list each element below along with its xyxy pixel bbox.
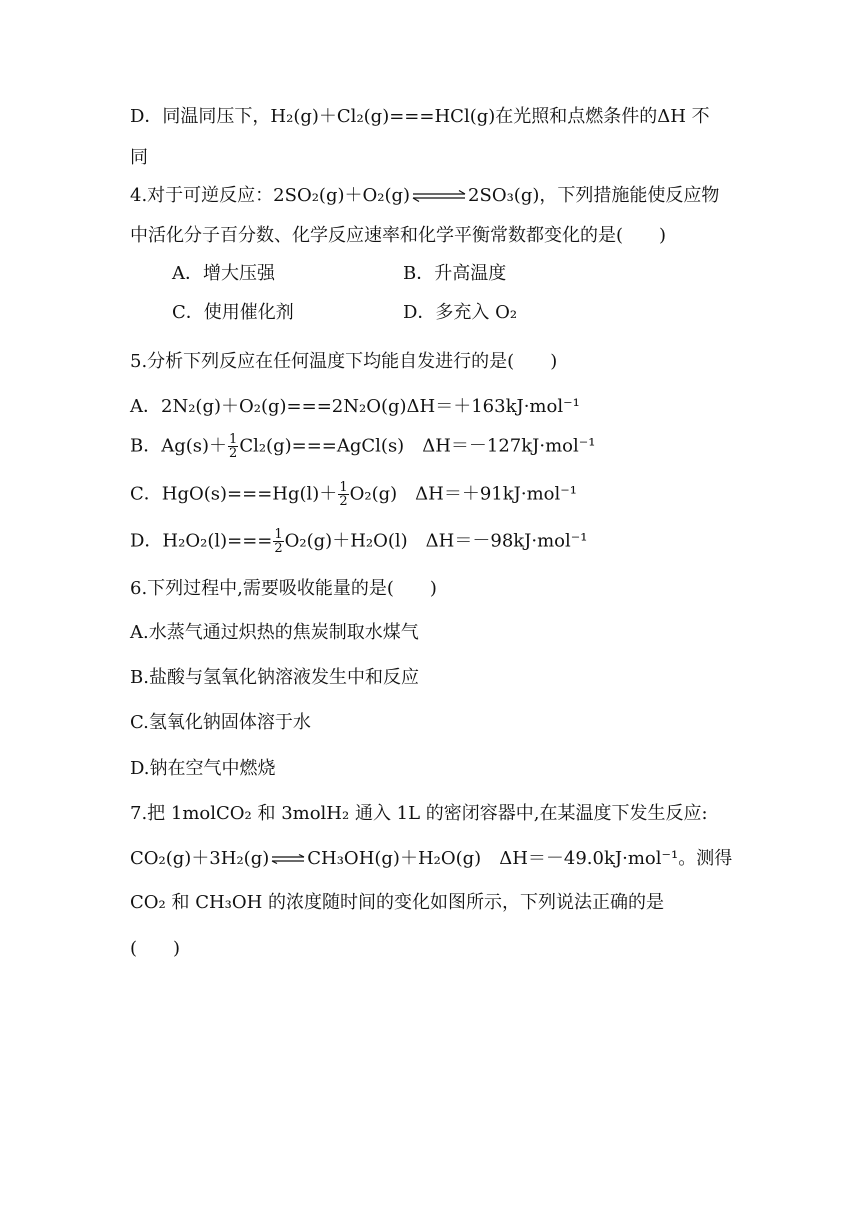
- q7-stem-line2: [130, 850, 732, 868]
- fraction-denominator: 2: [339, 494, 348, 509]
- fraction-one-half: [338, 481, 348, 508]
- q5-option-d: [130, 528, 588, 555]
- fraction-numerator: 1: [274, 527, 283, 542]
- q4-stem-line2: 中活化分子百分数、化学反应速率和化学平衡常数都变化的是( ): [130, 225, 667, 246]
- fraction-denominator: 2: [229, 446, 238, 461]
- fraction-one-half: [273, 528, 283, 555]
- fraction-denominator: 2: [274, 541, 283, 556]
- q5-option-c: [130, 481, 577, 508]
- q3-option-d-line2: 同: [130, 147, 148, 168]
- q4-stem-line1: [130, 187, 719, 205]
- fraction-numerator: 1: [229, 432, 238, 447]
- q5-option-d-suffix: O₂(g)＋H₂O(l) ΔH＝－98kJ·mol⁻¹: [284, 530, 588, 552]
- fraction-one-half: [228, 433, 238, 460]
- q4-option-d: D．多充入 O₂: [403, 302, 518, 323]
- q7-stem-line1: 7.把 1molCO₂ 和 3molH₂ 通入 1L 的密闭容器中,在某温度下发生反应:: [130, 803, 708, 824]
- q6-option-d: D.钠在空气中燃烧: [130, 758, 276, 779]
- q5-option-c-suffix: O₂(g) ΔH＝＋91kJ·mol⁻¹: [349, 483, 577, 505]
- q6-option-a: A.水蒸气通过炽热的焦炭制取水煤气: [130, 622, 419, 643]
- q6-stem: 6.下列过程中,需要吸收能量的是( ): [130, 578, 437, 599]
- q5-option-b: [130, 433, 595, 460]
- q5-option-a: A．2N₂(g)＋O₂(g)===2N₂O(g)ΔH＝＋163kJ·mol⁻¹: [130, 396, 580, 417]
- q4-option-c: C．使用催化剂: [172, 302, 294, 323]
- q5-option-c-prefix: C．HgO(s)===Hg(l)＋: [130, 483, 338, 505]
- q4-option-b: B．升高温度: [403, 263, 507, 284]
- q4-stem-suffix: 2SO₃(g)，下列措施能使反应物: [468, 185, 720, 206]
- q7-stem-line4: ( ): [130, 938, 181, 959]
- q5-option-d-prefix: D．H₂O₂(l)===: [130, 530, 273, 552]
- q7-equation-prefix: CO₂(g)＋3H₂(g): [130, 848, 270, 869]
- q4-stem-prefix: 4.对于可逆反应：2SO₂(g)＋O₂(g): [130, 185, 411, 206]
- reversible-arrow-icon: [411, 190, 467, 202]
- reversible-arrow-icon: [270, 854, 306, 864]
- q7-equation-suffix: CH₃OH(g)＋H₂O(g) ΔH＝－49.0kJ·mol⁻¹。测得: [307, 848, 733, 869]
- q5-option-b-prefix: B．Ag(s)＋: [130, 435, 228, 457]
- q6-option-c: C.氢氧化钠固体溶于水: [130, 712, 311, 733]
- q3-option-d-line1: D．同温同压下，H₂(g)＋Cl₂(g)===HCl(g)在光照和点燃条件的ΔH 不: [130, 106, 710, 127]
- fraction-numerator: 1: [339, 480, 348, 495]
- q4-option-a: A．增大压强: [172, 263, 275, 284]
- q6-option-b: B.盐酸与氢氧化钠溶液发生中和反应: [130, 667, 419, 688]
- q5-stem: 5.分析下列反应在任何温度下均能自发进行的是( ): [130, 351, 558, 372]
- q5-option-b-suffix: Cl₂(g)===AgCl(s) ΔH＝－127kJ·mol⁻¹: [239, 435, 596, 457]
- q7-stem-line3: CO₂ 和 CH₃OH 的浓度随时间的变化如图所示，下列说法正确的是: [130, 892, 665, 913]
